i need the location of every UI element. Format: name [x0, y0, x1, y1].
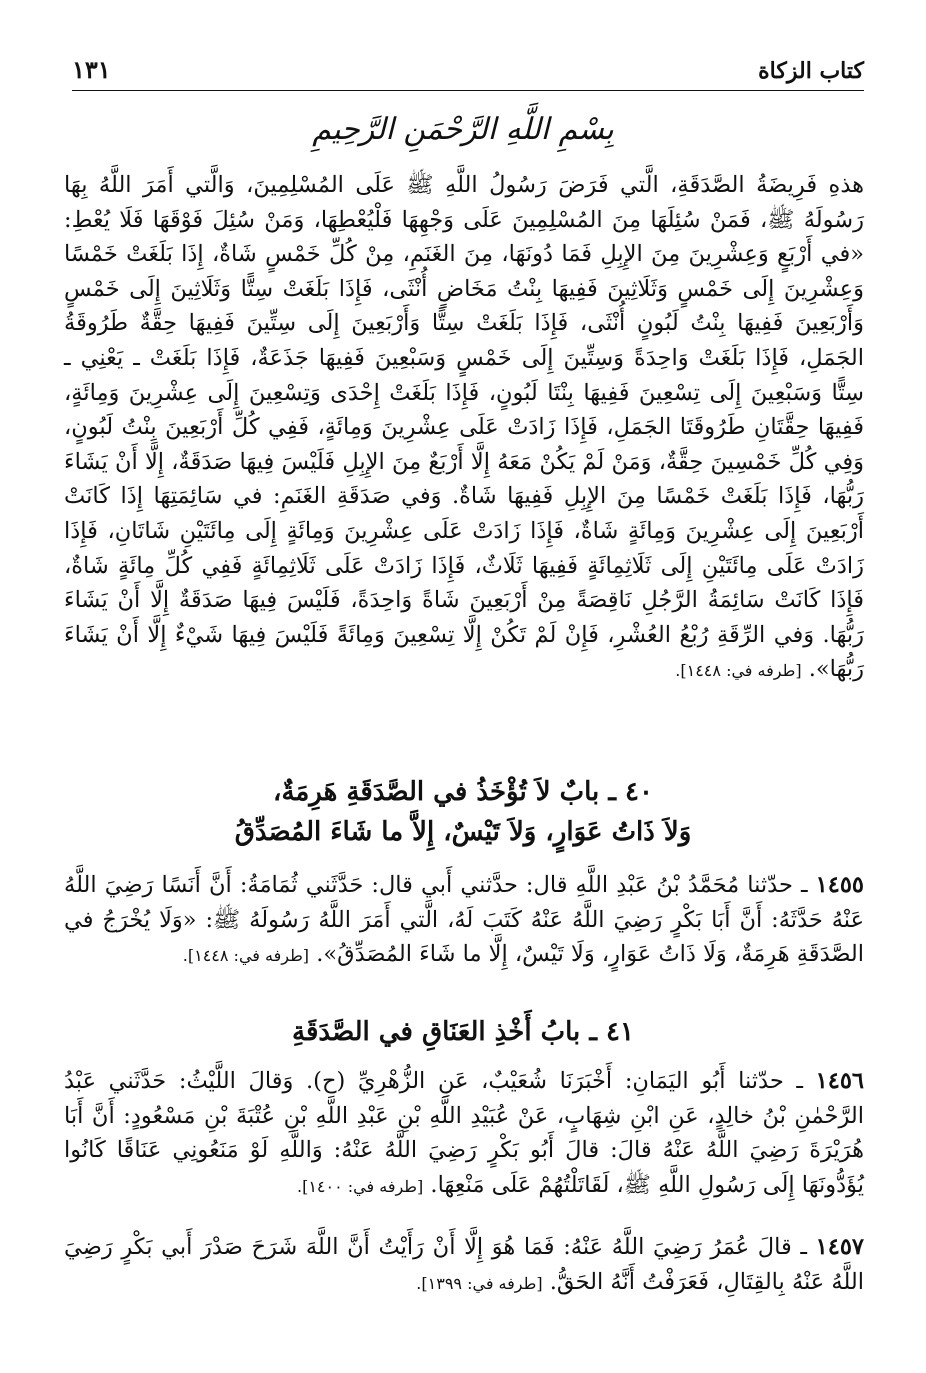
page-number: ١٣١ [72, 55, 111, 84]
hadith-text: ـ حدّثنا أَبُو اليَمَانِ: أَخْبَرَنَا شُعَيْبٌ، عَنِ الزُّهْرِيِّ (ح). وَقالَ اللَّيْثُ: حَدَّثَني عَبْدُ الرَّحْمٰنِ بْنُ خالِدٍ، عَنِ ابْنِ شِهَابٍ، عَنْ عُبَيْدِ اللَّهِ بْنِ عَبْدِ اللَّهِ بْنِ عُتْبَةَ بْنِ مَسْعُودٍ: أَنَّ أَبَا هُرَيْرَةَ رَضِيَ اللَّهُ عَنْهُ قالَ: قالَ أَبُو بَكْرٍ رَضِيَ اللَّهُ عَنْهُ: وَاللَّهِ لَوْ مَنَعُونِي عَنَاقًا كَانُوا يُؤَدُّونَهَا إِلَى رَسُولِ اللَّهِ ﷺ، لَقَاتَلْتُهُمْ عَلَى مَنْعِهَا. [64, 1068, 864, 1198]
hadith-text: ـ قالَ عُمَرُ رَضِيَ اللَّهُ عَنْهُ: فَمَا هُوَ إِلَّا أَنْ رَأَيْتُ أَنَّ اللَّهَ شَرَحَ صَدْرَ أَبي بَكْرٍ رَضِيَ اللَّهُ عَنْهُ بِالقِتَالِ، فَعَرَفْتُ أَنَّهُ الحَقُّ. [64, 1234, 864, 1295]
chapter-heading-41 [0, 1012, 926, 1052]
letter-paragraph [64, 168, 864, 689]
running-header [72, 50, 864, 91]
hadith-cross-reference: [طرفه في: ١٤٠٠]. [296, 1176, 424, 1196]
chapter-41-line-1: ٤١ ـ بابُ أَخْذِ العَنَاقِ في الصَّدَقَةِ [292, 1017, 634, 1047]
hadith-number: ١٤٥٥ [815, 872, 864, 898]
letter-text: هذهِ فَرِيضَةُ الصَّدَقَةِ، الَّتي فَرَضَ رَسُولُ اللَّهِ ﷺ عَلَى المُسْلِمِينَ، وَالَّتي أَمَرَ اللَّهُ بِهَا رَسُولَهُ ﷺ، فَمَنْ سُئِلَهَا مِنَ المُسْلِمِينَ عَلَى وَجْهِهَا فَلْيُعْطِهَا، وَمَنْ سُئِلَ فَوْقَهَا فَلَا يُعْطِ: «في أَرْبَعٍ وَعِشْرِينَ مِنَ الإِبِلِ فَمَا دُونَهَا، مِنَ الغَنَمِ، مِنْ كُلِّ خَمْسٍ شَاةٌ، إِذَا بَلَغَتْ خَمْسًا وَعِشْرِينَ إِلَى خَمْسٍ وَثَلَاثِينَ فَفِيهَا بِنْتُ مَخَاضٍ أُنْثَى، فَإِذَا بَلَغَتْ سِتًّا وَثَلَاثِينَ إِلَى خَمْسٍ وَأَرْبَعِينَ فَفِيهَا بِنْتُ لَبُونٍ أُنْثَى، فَإِذَا بَلَغَتْ سِتًّا وَأَرْبَعِينَ إِلَى سِتِّينَ فَفِيهَا حِقَّةٌ طَرُوقَةُ الجَمَلِ، فَإِذَا بَلَغَتْ وَاحِدَةً وَسِتِّينَ إِلَى خَمْسٍ وَسَبْعِينَ فَفِيهَا جَذَعَةٌ، فَإِذَا بَلَغَتْ ـ يَعْنِي ـ سِتًّا وَسَبْعِينَ إِلَى تِسْعِينَ فَفِيهَا بِنْتَا لَبُونٍ، فَإِذَا بَلَغَتْ إِحْدَى وَتِسْعِينَ إِلَى عِشْرِينَ وَمِائَةٍ، فَفِيهَا حِقَّتَانِ طَرُوقَتَا الجَمَلِ، فَإِذَا زَادَتْ عَلَى عِشْرِينَ وَمِائَةٍ، فَفِي كُلِّ أَرْبَعِينَ بِنْتُ لَبُونٍ، وَفِي كُلِّ خَمْسِينَ حِقَّةٌ، وَمَنْ لَمْ يَكُنْ مَعَهُ إِلَّا أَرْبَعٌ مِنَ الإِبِلِ فَلَيْسَ فِيهَا صَدَقَةٌ، إِلَّا أَنْ يَشَاءَ رَبُّهَا، فَإِذَا بَلَغَتْ خَمْسًا مِنَ الإِبِلِ فَفِيهَا شَاةٌ. وَفي صَدَقَةِ الغَنَمِ: في سَائِمَتِهَا إِذَا كَانَتْ أَرْبَعِينَ إِلَى عِشْرِينَ وَمِائَةٍ شَاةٌ، فَإِذَا زَادَتْ عَلَى عِشْرِينَ وَمِائَةٍ إِلَى مِائَتَيْنِ شَاتَانِ، فَإِذَا زَادَتْ عَلَى مِائَتَيْنِ إِلَى ثَلَاثِمِائَةٍ فَفِيهَا ثَلَاثٌ، فَإِذَا زَادَتْ عَلَى ثَلَاثِمِائَةٍ فَفِي كُلِّ مِائَةٍ شَاةٌ، فَإِذَا كَانَتْ سَائِمَةُ الرَّجُلِ نَاقِصَةً مِنْ أَرْبَعِينَ شَاةً وَاحِدَةً، فَلَيْسَ فِيهَا صَدَقَةٌ إِلَّا أَنْ يَشَاءَ رَبُّهَا. وَفي الرِّقَةِ رُبْعُ العُشْرِ، فَإِنْ لَمْ تَكُنْ إِلَّا تِسْعِينَ وَمِائَةً فَلَيْسَ فِيهَا شَيْءٌ إِلَّا أَنْ يَشَاءَ رَبُّهَا». [64, 172, 864, 683]
chapter-heading-40 [0, 772, 926, 852]
hadith-1455 [64, 868, 864, 974]
hadith-cross-reference: [طرفه في: ١٤٤٨]. [182, 946, 310, 966]
chapter-40-line-2: وَلاَ ذَاتُ عَوَارٍ، وَلاَ تَيْسٌ، إِلاَّ ما شَاءَ المُصَدِّقُ [234, 817, 692, 847]
hadith-1456 [64, 1064, 864, 1204]
hadith-1457 [64, 1230, 864, 1301]
hadith-cross-reference: [طرفه في: ١٣٩٩]. [416, 1273, 543, 1293]
chapter-40-line-1: ٤٠ ـ بابٌ لاَ تُؤْخَذُ في الصَّدَقَةِ هَرِمَةٌ، [273, 777, 653, 807]
hadith-text: ـ حدّثنا مُحَمَّدُ بْنُ عَبْدِ اللَّهِ قال: حدَّثني أَبي قال: حَدَّثَني ثُمَامَةُ: أَنَّ أَنَسًا رَضِيَ اللَّهُ عَنْهُ حَدَّثَهُ: أَنَّ أَبَا بَكْرٍ رَضِيَ اللَّهُ عَنْهُ كَتَبَ لَهُ، الَّتي أَمَرَ اللَّهُ رَسُولَهُ ﷺ: «وَلَا يُخْرَجُ في الصَّدَقَةِ هَرِمَةٌ، وَلَا ذَاتُ عَوَارٍ، وَلَا تَيْسٌ، إِلَّا ما شَاءَ المُصَدِّقُ». [64, 872, 864, 968]
basmala: بِسْمِ اللَّهِ الرَّحْمَنِ الرَّحِيمِ [312, 112, 614, 147]
hadith-number: ١٤٥٧ [815, 1234, 865, 1260]
book-title: كتاب الزكاة [758, 58, 864, 84]
letter-cross-reference: [طرفه في: ١٤٤٨]. [675, 661, 802, 681]
hadith-number: ١٤٥٦ [815, 1068, 864, 1094]
